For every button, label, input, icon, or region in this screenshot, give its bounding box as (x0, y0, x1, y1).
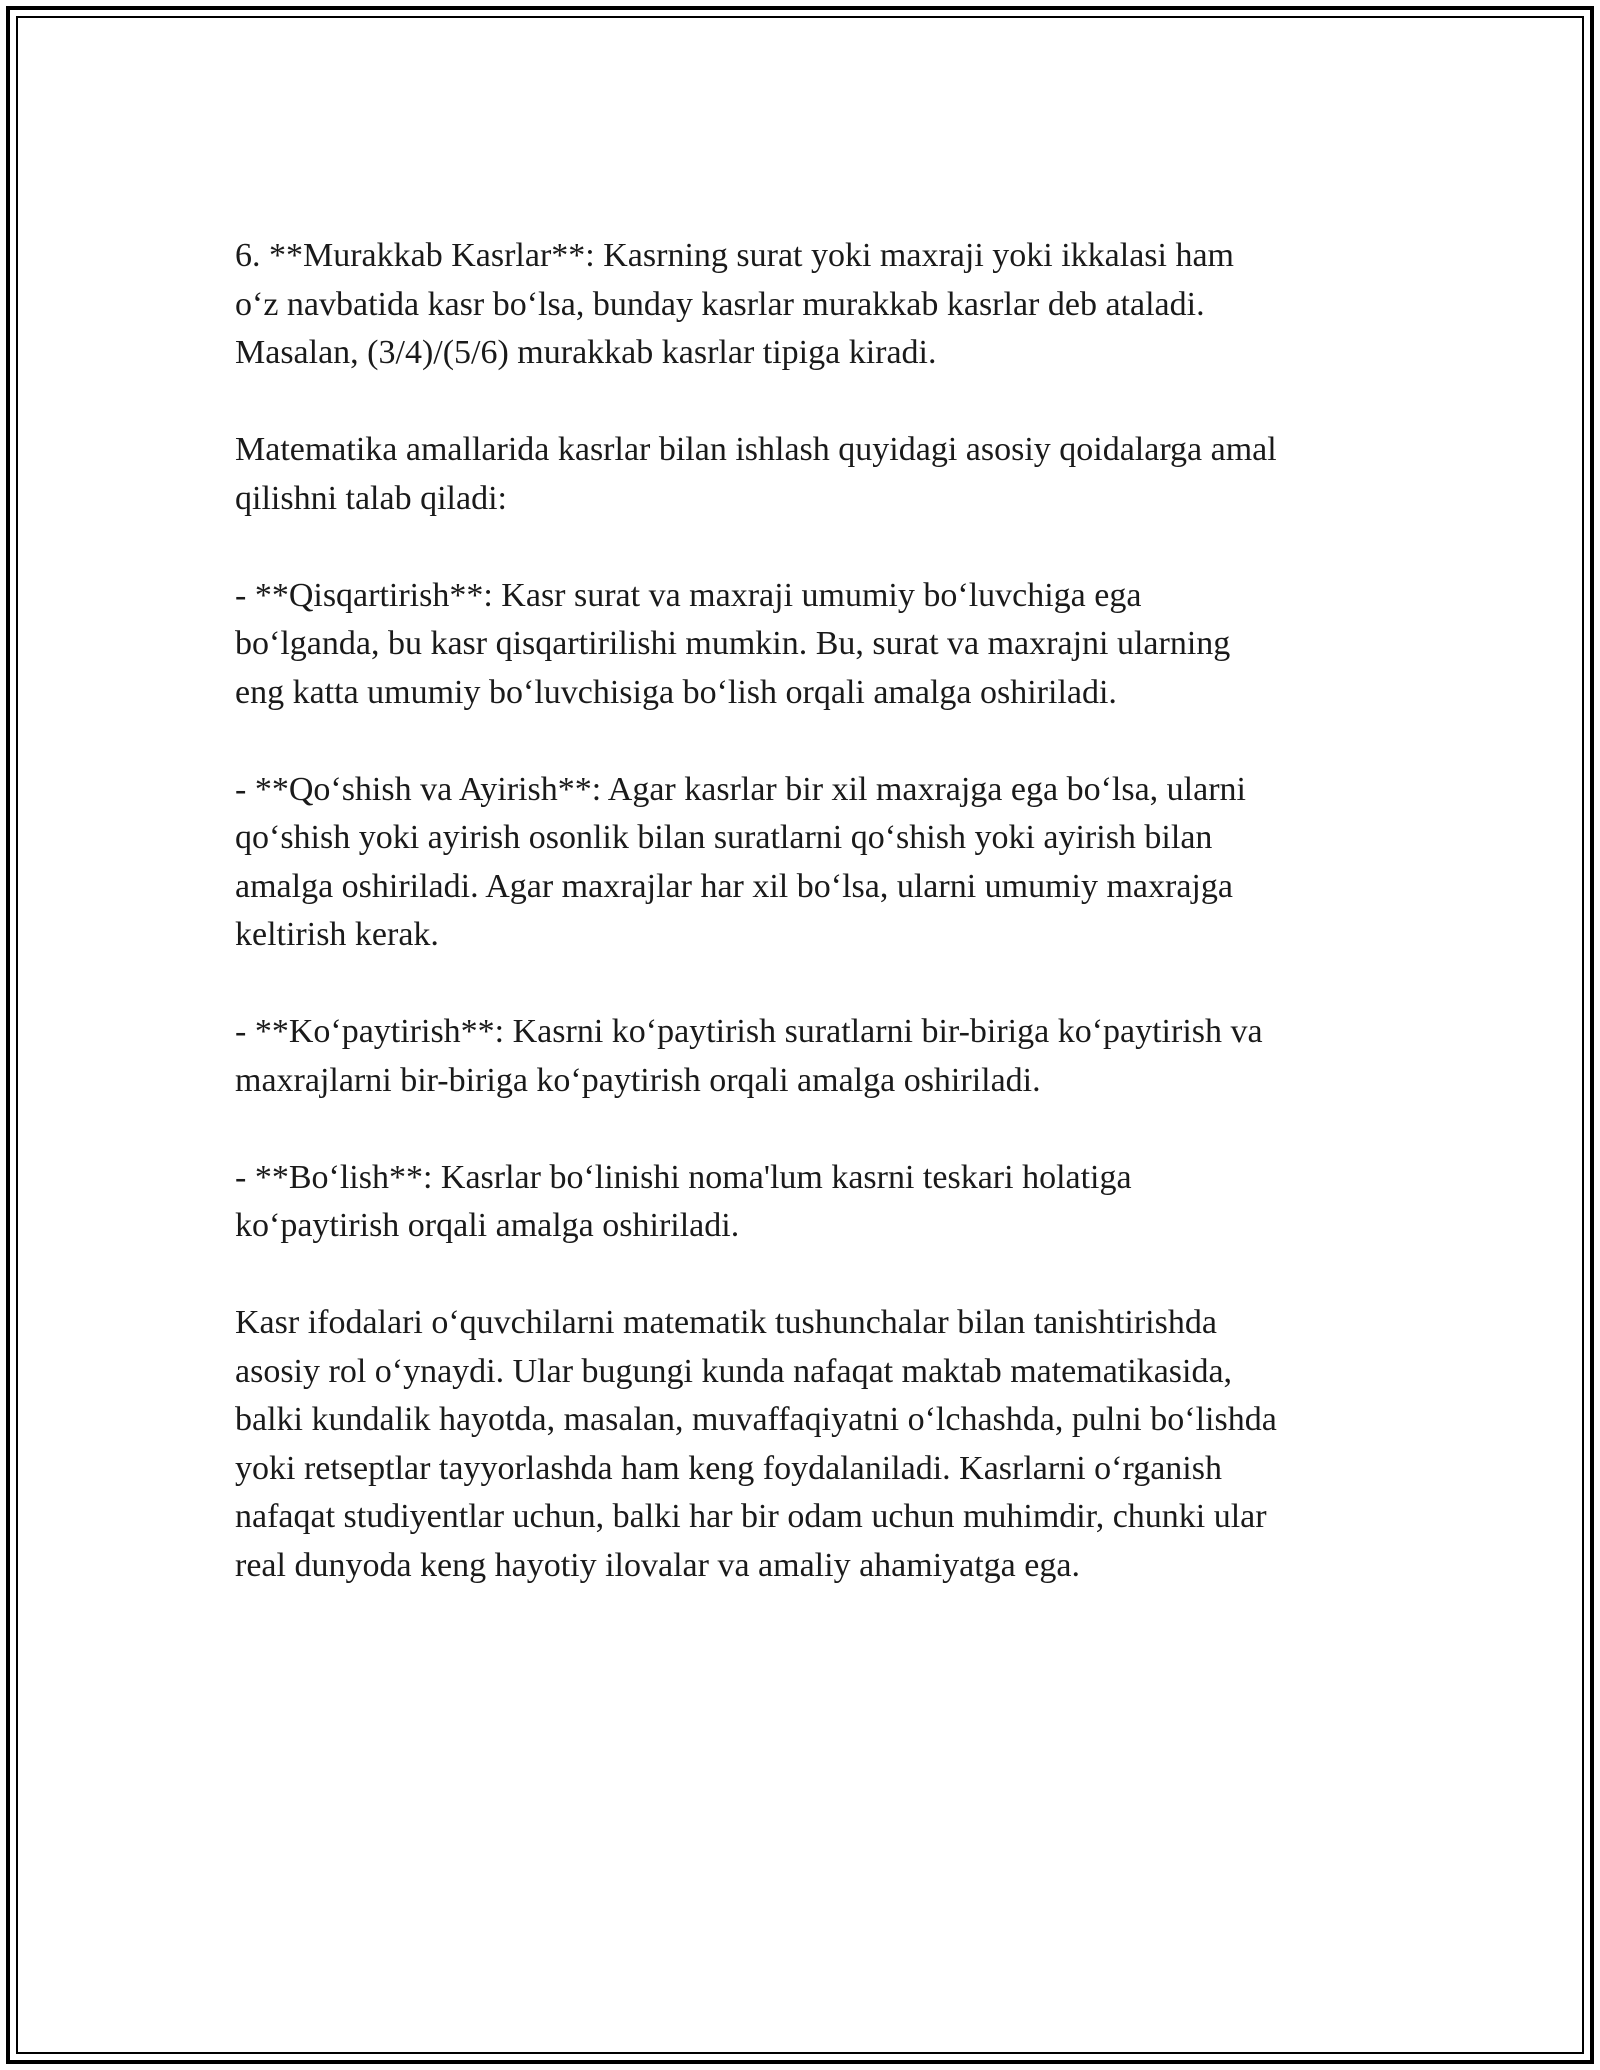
document-body (235, 232, 1385, 1639)
paragraph-multiplication: - **Ko‘paytirish**: Kasrni ko‘paytirish suratlarni bir-biriga ko‘paytirish va maxrajlarni bir-biriga ko‘paytirish orqali amalga oshiriladi. (235, 1013, 1263, 1099)
paragraph-reduction: - **Qisqartirish**: Kasr surat va maxraji umumiy bo‘luvchiga ega bo‘lganda, bu kasr qisqartirilishi mumkin. Bu, surat va maxrajni ularning eng katta umumiy bo‘luvchisiga bo‘lish orqali amalga oshiriladi. (235, 576, 1231, 711)
paragraph-rules-intro: Matematika amallarida kasrlar bilan ishlash quyidagi asosiy qoidalarga amal qilishni talab qiladi: (235, 431, 1277, 517)
paragraph-conclusion: Kasr ifodalari o‘quvchilarni matematik tushunchalar bilan tanishtirishda asosiy rol o‘ynaydi. Ular bugungi kunda nafaqat maktab matematikasida, balki kundalik hayotda, masalan, muvaffaqiyatni o‘lchashda, pulni bo‘lishda yoki retseptlar tayyorlashda ham keng foydalaniladi. Kasrlarni o‘rganish nafaqat studiyentlar uchun, balki har bir odam uchun muhimdir, chunki ular real dunyoda keng hayotiy ilovalar va amaliy ahamiyatga ega. (235, 1304, 1277, 1584)
paragraph-division: - **Bo‘lish**: Kasrlar bo‘linishi noma'lum kasrni teskari holatiga ko‘paytirish orqali amalga oshiriladi. (235, 1158, 1132, 1244)
paragraph-addition-subtraction: - **Qo‘shish va Ayirish**: Agar kasrlar bir xil maxrajga ega bo‘lsa, ularni qo‘shish yoki ayirish osonlik bilan suratlarni qo‘shish yoki ayirish bilan amalga oshiriladi. Agar maxrajlar har xil bo‘lsa, ularni umumiy maxrajga keltirish kerak. (235, 770, 1246, 953)
paragraph-complex-fractions: 6. **Murakkab Kasrlar**: Kasrning surat yoki maxraji yoki ikkalasi ham o‘z navbatida kasr bo‘lsa, bunday kasrlar murakkab kasrlar deb ataladi. Masalan, (3/4)/(5/6) murakkab kasrlar tipiga kiradi. (235, 237, 1234, 371)
